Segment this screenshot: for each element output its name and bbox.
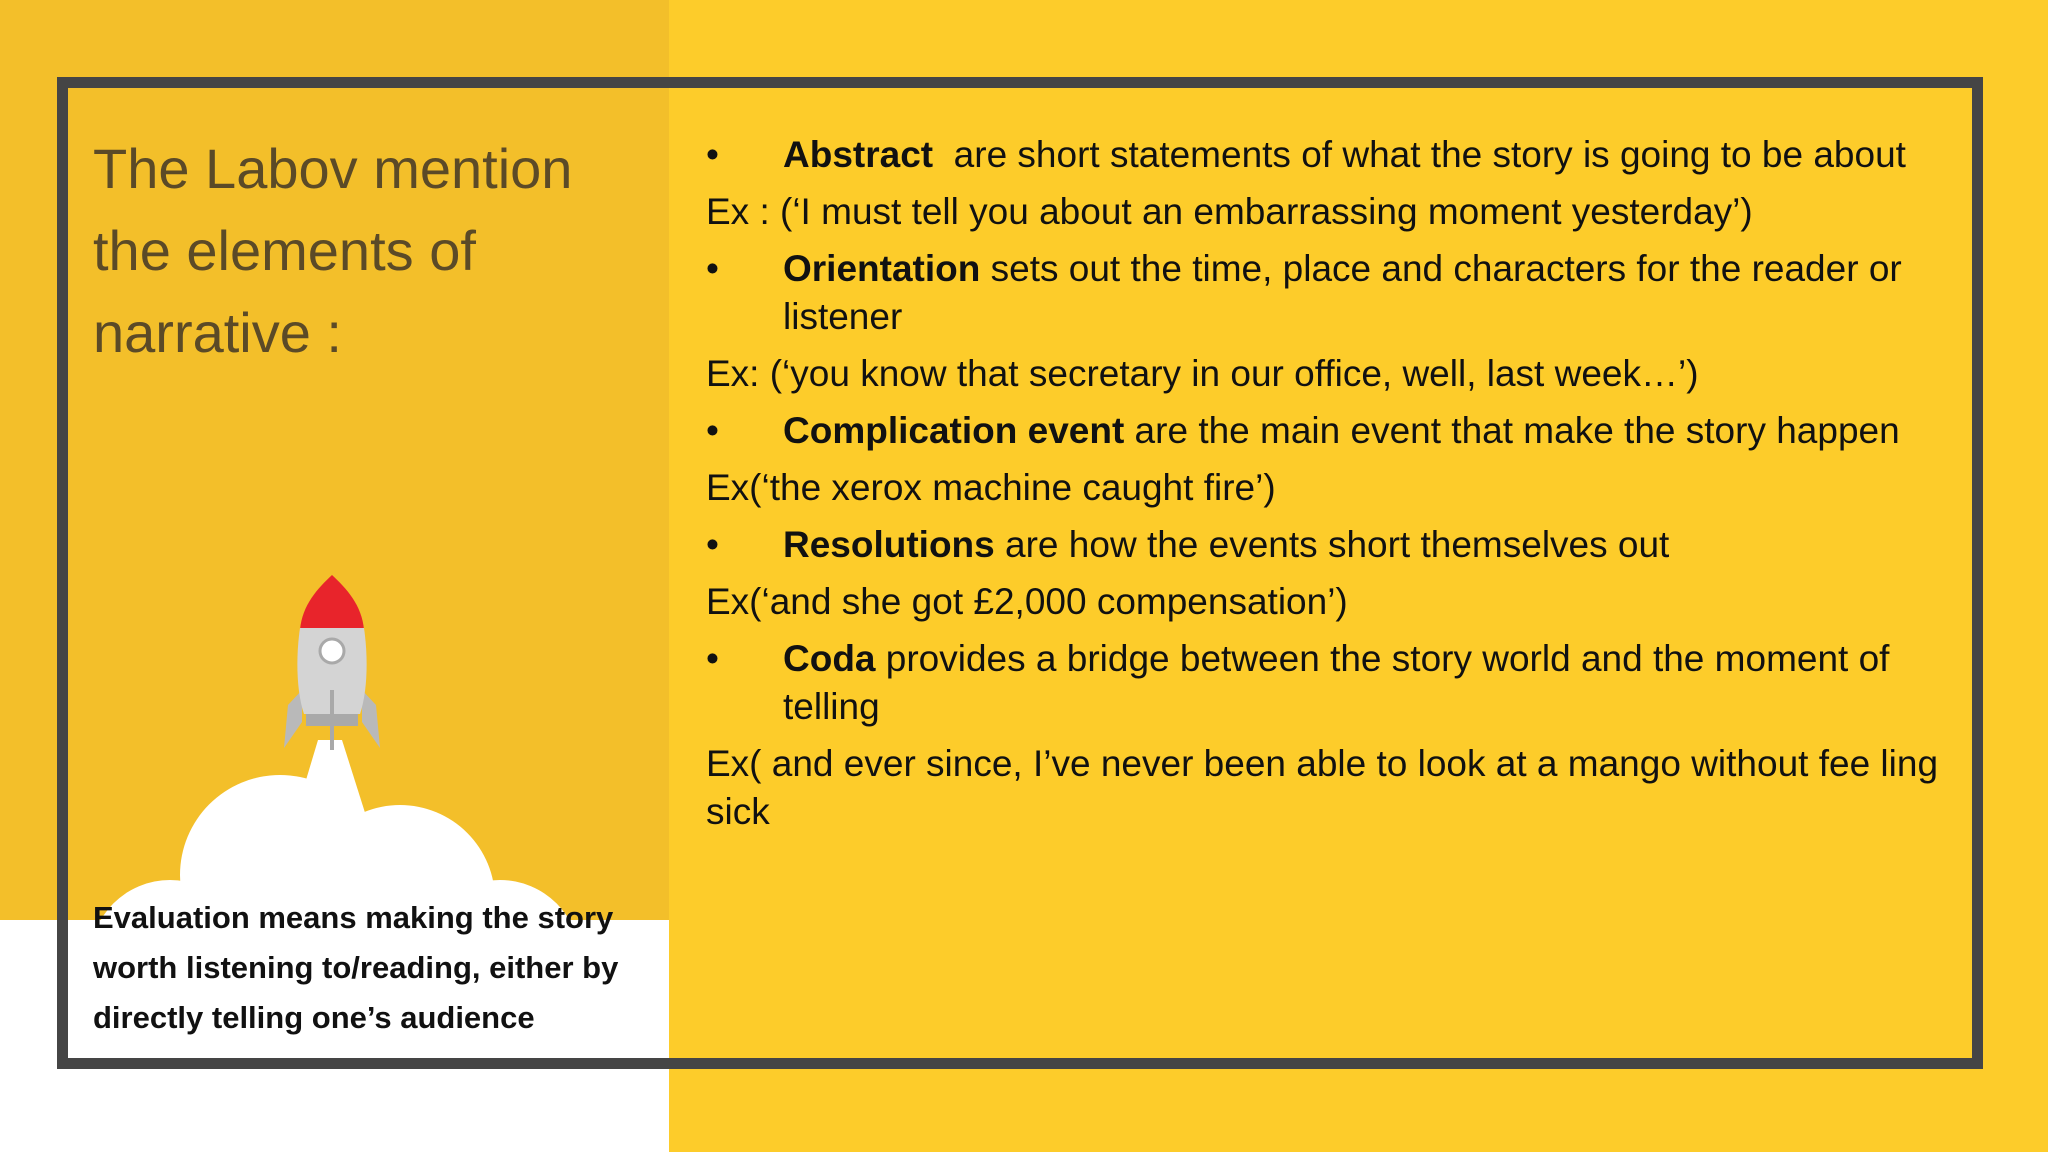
description-orientation: sets out the time, place and characters for the reader or listener (783, 248, 1912, 337)
description-complication: are the main event that make the story happen (1124, 410, 1900, 451)
list-item-coda (706, 630, 1966, 735)
list-item-complication (706, 402, 1966, 459)
bullet: • (706, 134, 719, 175)
evaluation-note: Evaluation means making the story worth listening to/reading, either by directly telling one’s audience (93, 900, 619, 1035)
bullet: • (706, 410, 719, 451)
description-abstract: are short statements of what the story is going to be about (933, 134, 1906, 175)
term-resolutions: Resolutions (783, 524, 995, 565)
list-item-resolutions (706, 516, 1966, 573)
bullet: • (706, 248, 719, 289)
example-complication: Ex(‘the xerox machine caught fire’) (706, 467, 1276, 508)
example-resolutions: Ex(‘and she got £2,000 compensation’) (706, 581, 1348, 622)
list-item-abstract (706, 126, 1966, 183)
example-orientation: Ex: (‘you know that secretary in our office, well, last week…’) (706, 353, 1699, 394)
term-orientation: Orientation (783, 248, 981, 289)
slide-title: The Labov mention the elements of narrative : (93, 137, 573, 364)
list-item-orientation (706, 240, 1966, 345)
elements-list (706, 126, 1966, 836)
term-abstract: Abstract (783, 134, 934, 175)
term-coda: Coda (783, 638, 876, 679)
bullet: • (706, 524, 719, 565)
description-coda: provides a bridge between the story world and the moment of telling (783, 638, 1900, 727)
bullet: • (706, 638, 719, 679)
term-complication: Complication event (783, 410, 1125, 451)
description-resolutions: are how the events short themselves out (994, 524, 1670, 565)
example-coda: Ex( and ever since, I’ve never been able to look at a mango without fee ling sick (706, 743, 1939, 832)
example-abstract: Ex : (‘I must tell you about an embarrassing moment yesterday’) (706, 191, 1753, 232)
